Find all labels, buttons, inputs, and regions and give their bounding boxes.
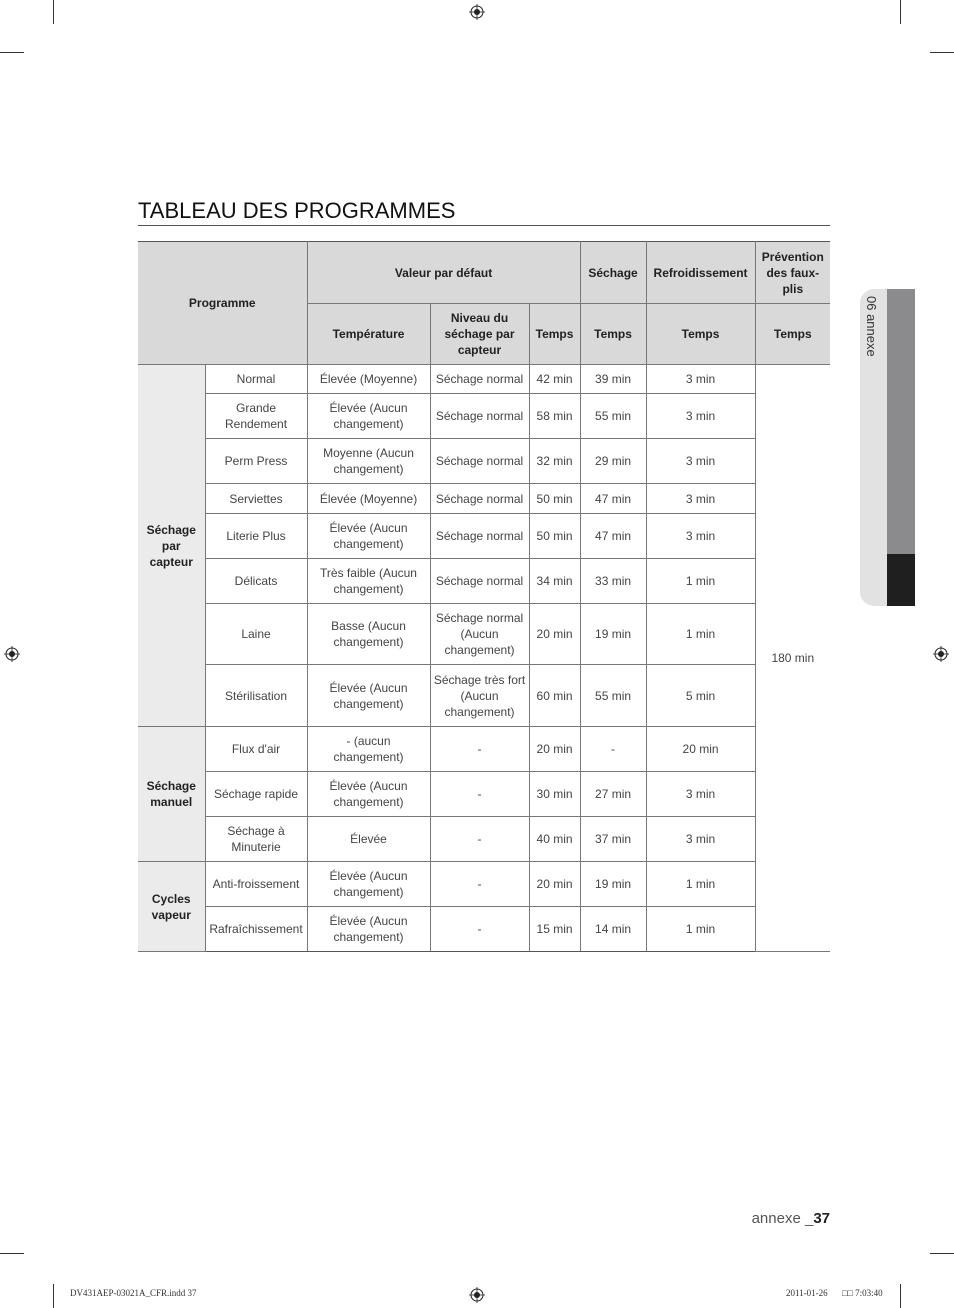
time-cell: 30 min xyxy=(529,772,580,817)
slug-filename: DV431AEP-03021A_CFR.indd 37 xyxy=(70,1288,197,1298)
crop-mark xyxy=(930,1253,954,1254)
level-cell: Séchage très fort (Aucun changement) xyxy=(430,665,529,727)
cool-time-cell: 3 min xyxy=(646,439,755,484)
cool-time-cell: 5 min xyxy=(646,665,755,727)
crop-mark xyxy=(53,1284,54,1308)
temperature-cell: - (aucun changement) xyxy=(307,727,430,772)
header-prevention: Prévention des faux-plis xyxy=(755,242,830,304)
side-tab-marker xyxy=(887,554,915,606)
level-cell: Séchage normal xyxy=(430,484,529,514)
table-row xyxy=(138,772,830,817)
table-row xyxy=(138,727,830,772)
header-temps: Temps xyxy=(529,304,580,365)
table-row xyxy=(138,394,830,439)
dry-time-cell: 19 min xyxy=(580,862,646,907)
time-cell: 58 min xyxy=(529,394,580,439)
dry-time-cell: 37 min xyxy=(580,817,646,862)
program-name: Serviettes xyxy=(205,484,307,514)
level-cell: - xyxy=(430,862,529,907)
temperature-cell: Élevée (Aucun changement) xyxy=(307,862,430,907)
chapter-label: 06 annexe xyxy=(864,296,879,357)
dry-time-cell: 29 min xyxy=(580,439,646,484)
temperature-cell: Élevée (Aucun changement) xyxy=(307,907,430,952)
level-cell: - xyxy=(430,907,529,952)
temperature-cell: Élevée (Aucun changement) xyxy=(307,772,430,817)
table-row xyxy=(138,665,830,727)
level-cell: - xyxy=(430,727,529,772)
temperature-cell: Élevée xyxy=(307,817,430,862)
temperature-cell: Très faible (Aucun changement) xyxy=(307,559,430,604)
temperature-cell: Élevée (Aucun changement) xyxy=(307,394,430,439)
title-rule xyxy=(138,225,830,226)
crop-mark xyxy=(900,0,901,24)
temperature-cell: Basse (Aucun changement) xyxy=(307,604,430,665)
page-footer xyxy=(752,1210,830,1227)
time-cell: 50 min xyxy=(529,484,580,514)
level-cell: Séchage normal xyxy=(430,439,529,484)
time-cell: 60 min xyxy=(529,665,580,727)
page-number: 37 xyxy=(813,1210,830,1227)
side-tab-bar xyxy=(887,289,915,554)
table-row xyxy=(138,817,830,862)
cool-time-cell: 20 min xyxy=(646,727,755,772)
cool-time-cell: 3 min xyxy=(646,394,755,439)
cool-time-cell: 1 min xyxy=(646,559,755,604)
cool-time-cell: 3 min xyxy=(646,484,755,514)
time-cell: 42 min xyxy=(529,365,580,394)
page-title: TABLEAU DES PROGRAMMES xyxy=(138,198,456,223)
header-refroidissement: Refroidissement xyxy=(646,242,755,304)
table-row xyxy=(138,514,830,559)
time-cell: 20 min xyxy=(529,862,580,907)
crop-mark xyxy=(0,1253,24,1254)
header-niveau: Niveau du séchage par capteur xyxy=(430,304,529,365)
group-label: Séchage par capteur xyxy=(138,365,205,727)
cool-time-cell: 3 min xyxy=(646,817,755,862)
level-cell: Séchage normal xyxy=(430,514,529,559)
program-name: Perm Press xyxy=(205,439,307,484)
registration-mark-icon xyxy=(933,646,949,662)
table-row xyxy=(138,604,830,665)
header-temps: Temps xyxy=(646,304,755,365)
time-cell: 40 min xyxy=(529,817,580,862)
time-cell: 34 min xyxy=(529,559,580,604)
cool-time-cell: 3 min xyxy=(646,514,755,559)
slug-time: □□ 7:03:40 xyxy=(842,1288,883,1298)
registration-mark-icon xyxy=(4,646,20,662)
dry-time-cell: 47 min xyxy=(580,514,646,559)
table-row xyxy=(138,365,830,394)
temperature-cell: Moyenne (Aucun changement) xyxy=(307,439,430,484)
header-valeur: Valeur par défaut xyxy=(307,242,580,304)
slug-date: 2011-01-26 xyxy=(786,1288,828,1298)
temperature-cell: Élevée (Moyenne) xyxy=(307,484,430,514)
table-row xyxy=(138,559,830,604)
registration-mark-icon xyxy=(469,1287,485,1303)
table-row xyxy=(138,862,830,907)
level-cell: - xyxy=(430,817,529,862)
header-temps: Temps xyxy=(755,304,830,365)
group-label: Cycles vapeur xyxy=(138,862,205,952)
temperature-cell: Élevée (Moyenne) xyxy=(307,365,430,394)
time-cell: 32 min xyxy=(529,439,580,484)
table-row xyxy=(138,439,830,484)
program-name: Literie Plus xyxy=(205,514,307,559)
cool-time-cell: 3 min xyxy=(646,772,755,817)
group-label: Séchage manuel xyxy=(138,727,205,862)
level-cell: Séchage normal xyxy=(430,394,529,439)
program-name: Stérilisation xyxy=(205,665,307,727)
program-name: Grande Rendement xyxy=(205,394,307,439)
time-cell: 20 min xyxy=(529,727,580,772)
dry-time-cell: 55 min xyxy=(580,665,646,727)
registration-mark-icon xyxy=(469,4,485,20)
time-cell: 20 min xyxy=(529,604,580,665)
header-temps: Temps xyxy=(580,304,646,365)
level-cell: - xyxy=(430,772,529,817)
dry-time-cell: 39 min xyxy=(580,365,646,394)
level-cell: Séchage normal xyxy=(430,365,529,394)
header-programme: Programme xyxy=(138,242,307,365)
dry-time-cell: 55 min xyxy=(580,394,646,439)
temperature-cell: Élevée (Aucun changement) xyxy=(307,665,430,727)
cool-time-cell: 1 min xyxy=(646,907,755,952)
program-name: Normal xyxy=(205,365,307,394)
dry-time-cell: 47 min xyxy=(580,484,646,514)
program-name: Laine xyxy=(205,604,307,665)
cool-time-cell: 1 min xyxy=(646,604,755,665)
level-cell: Séchage normal xyxy=(430,559,529,604)
dry-time-cell: 14 min xyxy=(580,907,646,952)
prevention-time-cell: 180 min xyxy=(755,365,830,952)
program-name: Délicats xyxy=(205,559,307,604)
program-name: Séchage rapide xyxy=(205,772,307,817)
program-table xyxy=(138,241,830,952)
time-cell: 15 min xyxy=(529,907,580,952)
header-sechage: Séchage xyxy=(580,242,646,304)
program-name: Anti-froissement xyxy=(205,862,307,907)
crop-mark xyxy=(900,1284,901,1308)
dry-time-cell: - xyxy=(580,727,646,772)
crop-mark xyxy=(53,0,54,24)
level-cell: Séchage normal (Aucun changement) xyxy=(430,604,529,665)
cool-time-cell: 3 min xyxy=(646,365,755,394)
dry-time-cell: 33 min xyxy=(580,559,646,604)
program-name: Séchage à Minuterie xyxy=(205,817,307,862)
footer-section: annexe _ xyxy=(751,1210,814,1227)
header-temperature: Température xyxy=(307,304,430,365)
cool-time-cell: 1 min xyxy=(646,862,755,907)
temperature-cell: Élevée (Aucun changement) xyxy=(307,514,430,559)
dry-time-cell: 27 min xyxy=(580,772,646,817)
dry-time-cell: 19 min xyxy=(580,604,646,665)
table-row xyxy=(138,907,830,952)
program-name: Flux d'air xyxy=(205,727,307,772)
crop-mark xyxy=(930,52,954,53)
table-row xyxy=(138,484,830,514)
crop-mark xyxy=(0,52,24,53)
program-name: Rafraîchissement xyxy=(205,907,307,952)
time-cell: 50 min xyxy=(529,514,580,559)
